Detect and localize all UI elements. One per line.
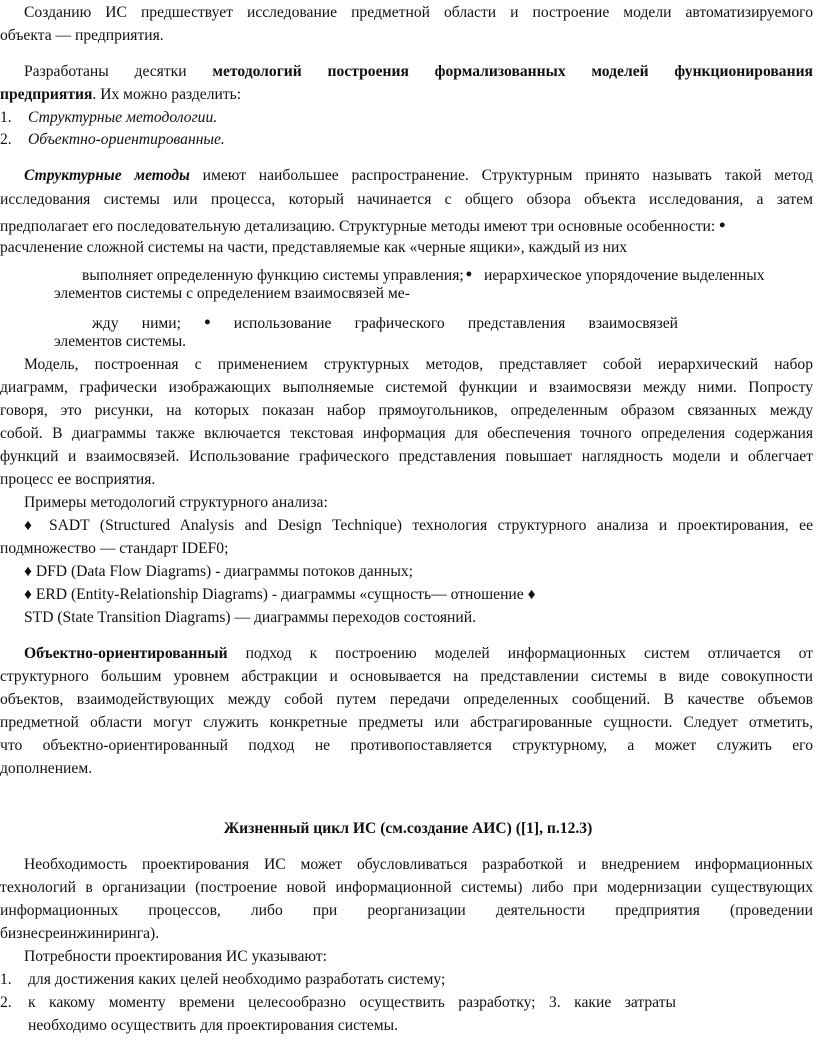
paragraph-line: необходимо осуществить для проектирования системы. (28, 1017, 399, 1034)
paragraph-line: функций и взаимосвязей. Использование графического представления повышает наглядность модели и облегчает (0, 448, 813, 465)
term-text: Структурные методы (24, 167, 190, 184)
paragraph-line: подмножество — стандарт IDEF0; (0, 540, 229, 557)
list-text: Объектно-ориентированные. (28, 131, 225, 148)
bullet-icon: • (204, 312, 211, 332)
paragraph-line: Модель, построенная с применением структурных методов, представляет собой иерархический набор (24, 356, 813, 373)
list-number: 2. (0, 131, 12, 148)
paragraph-line: диаграмм, графически изображающих выполняемые системой функции и взаимосвязи между ними. Попросту (0, 379, 813, 396)
bold-text: Объектно-ориентированный (24, 645, 228, 662)
paragraph-line: объектов, взаимодействующих между собой путем передачи определенных сообщений. В качестве объемов (0, 691, 813, 708)
plain-text: жду ними; (92, 315, 181, 332)
paragraph-line: расчленение сложной системы на части, представляемые как «черные ящики», каждый из них (0, 239, 628, 256)
section-heading: Жизненный цикл ИС (см.создание АИС) ([1], п.12.3) (223, 820, 593, 837)
plain-text: Разработаны десятки (24, 63, 213, 80)
list-number: 1. (0, 971, 12, 988)
paragraph-line: процесс ее восприятия. (0, 471, 156, 488)
paragraph-line: Созданию ИС предшествует исследование предметной области и построение модели автоматизируемого (24, 4, 813, 21)
bullet-icon: • (465, 264, 473, 284)
paragraph-line: информационных процессов, либо при реорганизации деятельности предприятия (проведении (0, 902, 813, 919)
list-item: ♦ SADT (Structured Analysis and Design Technique) технология структурного анализа и проектирования, ее (24, 517, 813, 534)
plain-text: использование графического представления взаимосвязей (233, 315, 679, 332)
plain-text: иерархическое упорядочение выделенных (484, 267, 765, 284)
list-item: STD (State Transition Diagrams) — диаграммы переходов состояний. (24, 609, 476, 626)
paragraph-line: структурного большим уровнем абстракции и основывается на представлении системы в виде совокупности (0, 668, 813, 685)
paragraph-line: дополнением. (0, 760, 93, 777)
paragraph-line: Примеры методологий структурного анализа: (24, 494, 328, 511)
paragraph-line: элементов системы. (54, 333, 187, 350)
paragraph-line: Необходимость проектирования ИС может обусловливаться разработкой и внедрением информационных (24, 856, 813, 873)
paragraph-line (24, 165, 813, 188)
paragraph-line: технологий в организации (построение новой информационной системы) либо при модернизации существующих (0, 879, 813, 896)
plain-text: . Их можно разделить: (92, 86, 242, 103)
bold-text: предприятия (0, 86, 93, 103)
paragraph-line: объекта — предприятия. (0, 27, 164, 44)
list-text: к какому моменту времени целесообразно осуществить разработку; 3. какие затраты (28, 994, 676, 1011)
plain-text: выполняет определенную функцию системы управления; (82, 267, 464, 284)
list-item: ♦ DFD (Data Flow Diagrams) - диаграммы потоков данных; (24, 563, 414, 580)
paragraph-line: элементов системы с определением взаимосвязей ме- (54, 285, 410, 302)
paragraph-line (24, 61, 813, 84)
list-text: для достижения каких целей необходимо разработать систему; (28, 971, 446, 988)
list-item: ♦ ERD (Entity-Relationship Diagrams) - диаграммы «сущность— отношение ♦ (24, 586, 536, 603)
paragraph-line (24, 643, 813, 666)
bold-text: методологий построения формализованных моделей функционирования (212, 63, 813, 80)
bullet-icon: • (719, 215, 726, 235)
paragraph-line (0, 84, 241, 107)
paragraph-line: бизнесреинжиниринга). (0, 925, 160, 942)
paragraph-line (0, 214, 725, 239)
list-number: 1. (0, 109, 12, 126)
paragraph-line: Потребности проектирования ИС указывают: (24, 948, 327, 965)
list-number: 2. (0, 994, 12, 1011)
plain-text: подход к построению моделей информационных систем отличается от (227, 645, 813, 662)
paragraph-line: что объектно-ориентированный подход не противопоставляется структурному, а может служить его (0, 737, 813, 754)
paragraph-line: говоря, это рисунки, на которых показан набор прямоугольников, определенным образом связанных между (0, 402, 813, 419)
paragraph-line: предметной области могут служить конкретные предметы или абстрагированные сущности. Следует отметить, (0, 714, 813, 731)
paragraph-line: собой. В диаграммы также включается текстовая информация для обеспечения точного определения содержания (0, 425, 813, 442)
plain-text: предполагает его последовательную детализацию. Структурные методы имеют три основные особенности: (0, 218, 716, 235)
list-text: Структурные методологии. (28, 109, 218, 126)
paragraph-line: исследования системы или процесса, который начинается с общего обзора объекта исследования, а затем (0, 191, 813, 208)
plain-text: имеют наибольшее распространение. Структурным принято называть такой метод (189, 167, 813, 184)
